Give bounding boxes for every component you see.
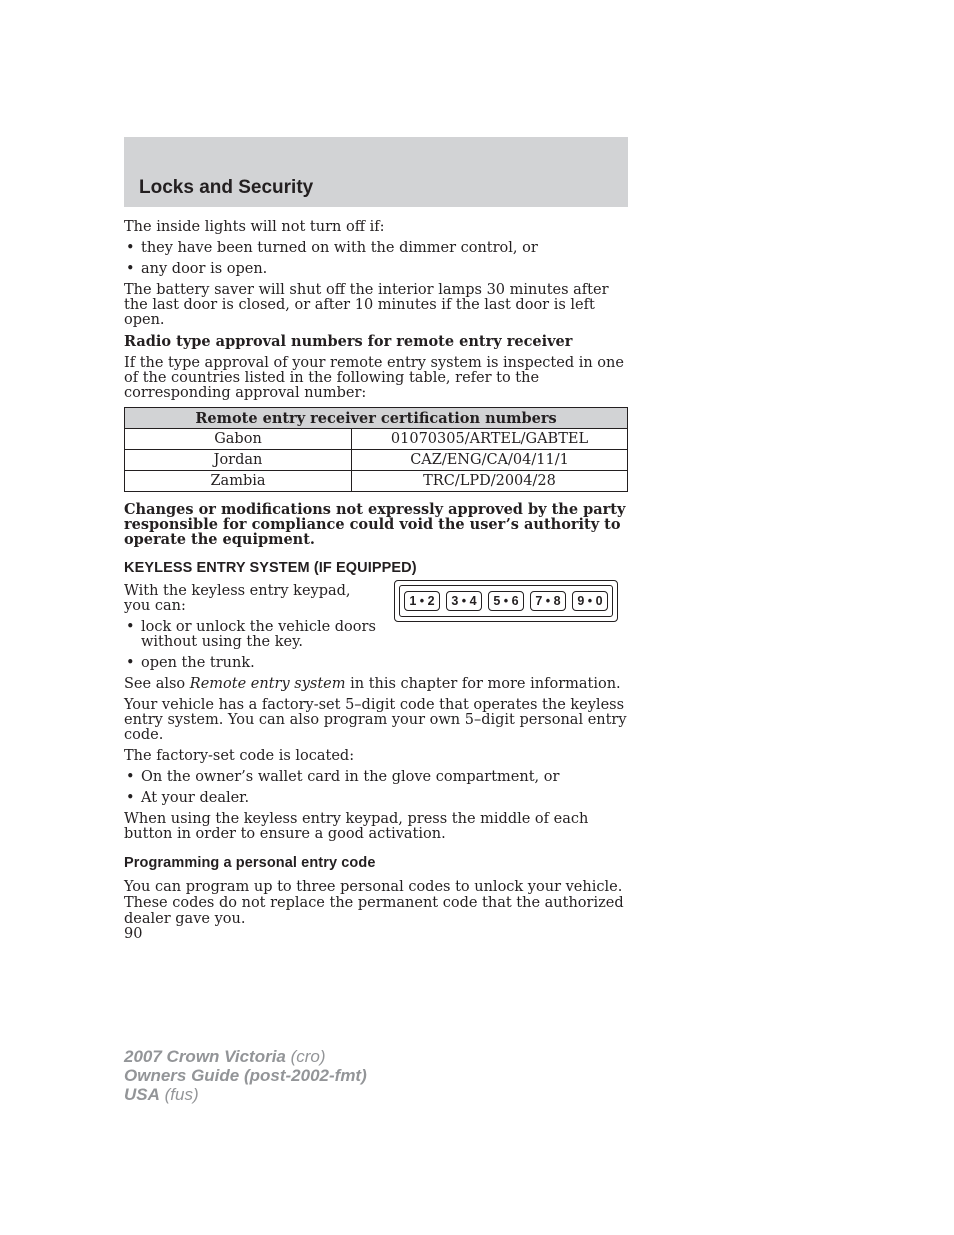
list-item: • any door is open. bbox=[124, 262, 628, 277]
list-item: • On the owner’s wallet card in the glove compartment, or bbox=[124, 770, 628, 785]
table-cell-number: 01070305/ARTEL/GABTEL bbox=[352, 429, 628, 450]
programming-heading: Programming a personal entry code bbox=[124, 855, 376, 871]
document-footer: 2007 Crown Victoria (cro) Owners Guide (post-2002-fmt) USA (fus) bbox=[124, 1047, 367, 1104]
table-row bbox=[125, 450, 628, 471]
radio-approval-heading: Radio type approval numbers for remote entry receiver bbox=[124, 333, 573, 350]
table-cell-country: Gabon bbox=[125, 429, 352, 450]
list-item: • open the trunk. bbox=[124, 656, 628, 671]
table-row bbox=[125, 471, 628, 492]
keypad-panel bbox=[399, 585, 613, 617]
compliance-warning: Changes or modifications not expressly approved by the party responsible for compliance could void the user’s authority to operate the equipment. bbox=[124, 501, 626, 548]
intro-lead: The inside lights will not turn off if: bbox=[124, 219, 385, 235]
section-title: Locks and Security bbox=[139, 177, 314, 198]
see-also-text: See also Remote entry system in this chapter for more information. bbox=[124, 676, 621, 692]
table-cell-number: TRC/LPD/2004/28 bbox=[352, 471, 628, 492]
list-item: • lock or unlock the vehicle doors without using the key. bbox=[124, 620, 391, 650]
code-location-lead: The factory-set code is located: bbox=[124, 748, 355, 764]
table-cell-number: CAZ/ENG/CA/04/11/1 bbox=[352, 450, 628, 471]
list-item: • At your dealer. bbox=[124, 791, 628, 806]
battery-saver-text: The battery saver will shut off the interior lamps 30 minutes after the last door is closed, or after 10 minutes if the last door is left open. bbox=[124, 282, 609, 328]
table-cell-country: Jordan bbox=[125, 450, 352, 471]
keypad-key-1-2: 1 • 2 bbox=[404, 591, 440, 611]
keypad-key-7-8: 7 • 8 bbox=[530, 591, 566, 611]
table-cell-country: Zambia bbox=[125, 471, 352, 492]
page-number: 90 bbox=[124, 926, 143, 942]
section-header-band bbox=[124, 137, 628, 207]
keypad-key-9-0: 9 • 0 bbox=[572, 591, 608, 611]
press-middle-text: When using the keyless entry keypad, press the middle of each button in order to ensure a good activation. bbox=[124, 811, 589, 842]
keypad-key-5-6: 5 • 6 bbox=[488, 591, 524, 611]
keypad-key-3-4: 3 • 4 bbox=[446, 591, 482, 611]
factory-code-text: Your vehicle has a factory-set 5–digit code that operates the keyless entry system. You can also program your own 5–digit personal entry code. bbox=[124, 697, 627, 743]
remote-entry-reference: Remote entry system bbox=[189, 676, 346, 692]
radio-approval-body: If the type approval of your remote entry system is inspected in one of the countries listed in the following table, refer to the corresponding approval number: bbox=[124, 355, 624, 401]
keyless-entry-heading: KEYLESS ENTRY SYSTEM (IF EQUIPPED) bbox=[124, 560, 417, 576]
keyless-entry-section bbox=[124, 584, 628, 671]
table-header: Remote entry receiver certification numbers bbox=[125, 408, 628, 429]
list-item: • they have been turned on with the dimmer control, or bbox=[124, 241, 628, 256]
table-row bbox=[125, 429, 628, 450]
keyless-lead: With the keyless entry keypad, you can: bbox=[124, 583, 351, 614]
certification-table bbox=[124, 407, 628, 492]
page-content bbox=[124, 220, 628, 933]
keypad-illustration bbox=[394, 580, 618, 622]
programming-body: You can program up to three personal codes to unlock your vehicle. These codes do not replace the permanent code that the authorized dealer gave you. bbox=[124, 879, 624, 927]
